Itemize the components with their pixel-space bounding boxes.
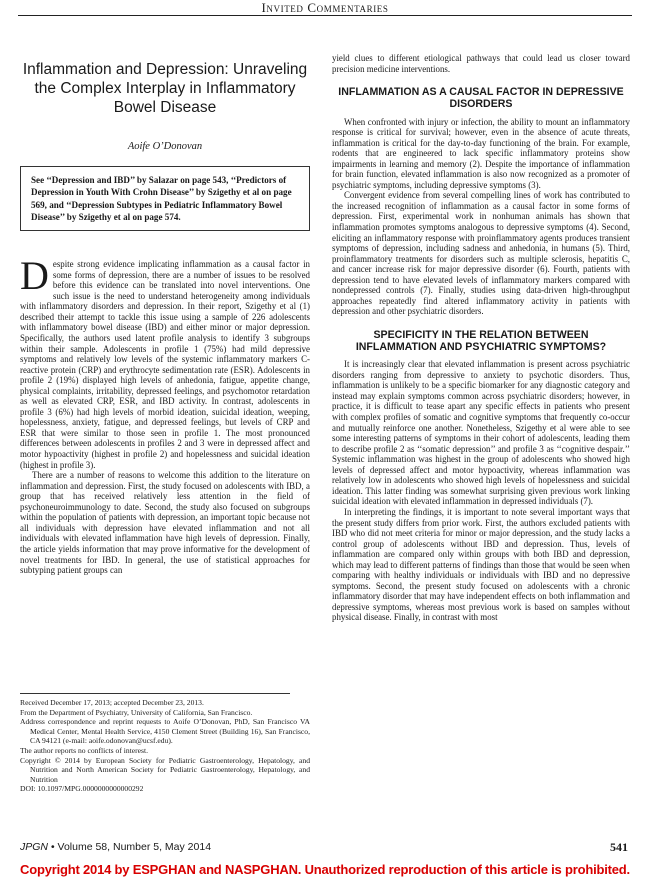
footnote-rule (20, 693, 290, 694)
affiliation: From the Department of Psychiatry, University of California, San Francisco. (20, 707, 253, 717)
section-heading-causal: INFLAMMATION AS A CAUSAL FACTOR IN DEPRESSIVE DISORDERS (338, 86, 624, 111)
drop-cap: D (20, 253, 49, 299)
correspondence-address: Address correspondence and reprint requests to Aoife O’Donovan, PhD, San Francisco VA Medical Center, Mental Health Service, 4150 Clement Street (Building 16), San Francisco, CA 94121 (e-mail: aoife.odonovan@ucsf.edu). (20, 717, 310, 746)
right-intro: yield clues to different etiological pathways that could lead us closer toward precision medicine interventions. (332, 53, 630, 74)
journal-footer: JPGN • Volume 58, Number 5, May 2014 (20, 841, 212, 853)
page-number: 541 (610, 840, 628, 854)
section-specificity-text (332, 359, 630, 623)
article-title: Inflammation and Depression: Unraveling the Complex Interplay in Inflammatory Bowel Disease (22, 61, 308, 116)
copyright-line: Copyright © 2014 by European Society for Pediatric Gastroenterology, Hepatology, and Nutrition and North American Society for Pediatric Gastroenterology, Hepatology, and Nutrition (20, 755, 310, 784)
right-column (332, 53, 630, 623)
right-body-text (332, 53, 630, 74)
left-column (20, 60, 310, 576)
footnotes (20, 698, 310, 794)
paragraph-2: There are a number of reasons to welcome this addition to the literature on inflammation and depression. First, the study focused on adolescents with IBD, a group that has received relatively less attention in the field of psychoneuroimmunology to date. Second, the study also focused on subgroups within the population of patients with depression, an important topic because not all individuals with depression have elevated inflammation and not all individuals with elevated inflammation have high levels of depression. Finally, the article yields information that may prove informative for the development of novel treatments for IBD. In general, the use of statistical approaches for subtyping patient groups can (20, 470, 310, 576)
header-rule (18, 15, 632, 16)
specificity-paragraph-1: It is increasingly clear that elevated inflammation is present across psychiatric disorders ranging from depressive to anxiety to psychotic disorders. Thus, inflammation is unlikely to be a specific biomarker for any diagnostic category and instead may explain symptoms common across psychiatric disorders; however, in practice, it is difficult to tease apart any specific effects in patients who present with complex profiles of somatic and cognitive symptoms that frequently co-occur and mutually reinforce one another. Nonetheless, Szigethy et al were able to see some interesting patterns of symptoms in their cohort of adolescents, leading them to describe profile 2 as ‘‘somatic depression’’ and profile 3 as ‘‘cognitive despair.’’ Systemic inflammation was highest in the group of adolescents who showed high levels of depressed affect and motor hypoactivity, whereas inflammation was relatively low in adolescents who showed high levels of hopelessness and suicidal ideation. This latter finding was somewhat surprising given previous work linking suicidal ideation with elevated inflammation in depressed individuals (7). (332, 359, 630, 507)
paragraph-1-text: espite strong evidence implicating inflammation as a causal factor in some forms of depression, there are a number of issues to be resolved before this evidence can be translated into novel interventions. One such issue is the need to understand heterogeneity among individuals with inflammatory disorders and depression. In their report, Szigethy et al (1) described their attempt to tackle this issue using a sample of 226 adolescents with inflammatory bowel disease (IBD) and either minor or major depression. Specifically, the authors used latent profile analysis to identify 3 subgroups within their sample. Adolescents in profile 1 (75%) had mild depressive symptoms and relatively low levels of the systemic inflammatory markers C-reactive protein (CRP) and erythrocyte sedimentation rate (ESR). Adolescents in profile 2 (19%) displayed high levels of anhedonia, fatigue, appetite change, physical complaints, irritability, depressed feelings, and psychomotor retardation as well as elevated CRP, ESR, and IBD activity. In contrast, adolescents in profile 3 (6%) had high levels of morbid ideation, suicidal ideation, weeping, hopelessness, anxiety, fatigue, and depressed feelings, but levels of CRP and ESR that were similar to those seen in profile 1. The most pronounced differences between adolescents in profiles 2 and 3 were in depressed affect and motor hypoactivity (highest in profile 2) and hopelessness and suicidal ideation (highest in profile 3). (20, 259, 310, 470)
copyright-notice: Copyright 2014 by ESPGHAN and NASPGHAN. Unauthorized reproduction of this article is prohibited. (20, 862, 630, 877)
paragraph-1 (20, 253, 310, 470)
journal-name: JPGN (20, 841, 49, 853)
received-dates: Received December 17, 2013; accepted December 23, 2013. (20, 698, 204, 707)
author-name: Aoife O’Donovan (127, 141, 203, 152)
section-causal-text (332, 117, 630, 317)
causal-paragraph-2: Convergent evidence from several compelling lines of work has contributed to the increased recognition of inflammation as a causal factor in some forms of depression. First, experimental work in nonhuman animals has shown that inflammation promotes symptoms analogous to depressive symptoms (4). Second, eliciting an inflammatory response with proinflammatory agents produces transient symptoms of depression, including sadness and anhedonia, in humans (5). Third, proinflammatory treatments for disorders such as multiple sclerosis, hepatitis C, and cancer increase risk for major depressive disorder (6). Fourth, patients with depression tend to have elevated levels of inflammatory markers compared with nondepressed controls (7). Finally, studies using data-driven high-throughput approaches repeatedly find altered inflammatory activity in patients with depression and other psychiatric disorders. (332, 190, 630, 317)
causal-paragraph-1: When confronted with injury or infection, the ability to mount an inflammatory response is critical for survival; however, even in the absence of acute threats, inflammation is critical for the day-to-day functioning of the brain. For example, rodents that are engineered to lack specific inflammatory proteins show impairments in learning and memory (2). Despite the importance of inflammation for brain function, elevated inflammation is also now recognized as a promoter of psychiatric symptoms, including depressive symptoms (3). (332, 116, 630, 190)
doi: DOI: 10.1097/MPG.0000000000000292 (20, 784, 144, 794)
section-heading-specificity: SPECIFICITY IN THE RELATION BETWEEN INFLAMMATION AND PSYCHIATRIC SYMPTOMS? (355, 328, 607, 354)
section-label (0, 0, 650, 15)
section-label-text: Invited Commentaries (255, 0, 394, 15)
cross-reference-box: See ‘‘Depression and IBD’’ by Salazar on page 543, ‘‘Predictors of Depression in Youth With Crohn Disease’’ by Szigethy et al on page 569, and ‘‘Depression Subtypes in Pediatric Inflammatory Bowel Disease’’ by Szigethy et al on page 574. (20, 166, 310, 231)
left-body-text (20, 253, 310, 576)
conflict-statement: The author reports no conflicts of interest. (20, 745, 148, 755)
specificity-paragraph-2: In interpreting the findings, it is important to note several important ways that the present study differs from prior work. First, the authors excluded patients with IBD who did not meet criteria for minor or major depression, and the study lacks a control group of adolescents without IBD and depression. Thus, levels of inflammation are compared only within groups with both IBD and depression, which may lead to different patterns of findings than those that would be seen when comparing with healthy individuals or individuals with IBD and no depressive symptoms. Second, the present study focused on adolescents with a chronic inflammatory disorder that may have independent effects on both inflammation and depressive symptoms, whereas most previous work is based on samples without physical disease. Finally, in contrast with most (332, 506, 630, 623)
volume-info: Volume 58, Number 5, May 2014 (57, 841, 212, 853)
